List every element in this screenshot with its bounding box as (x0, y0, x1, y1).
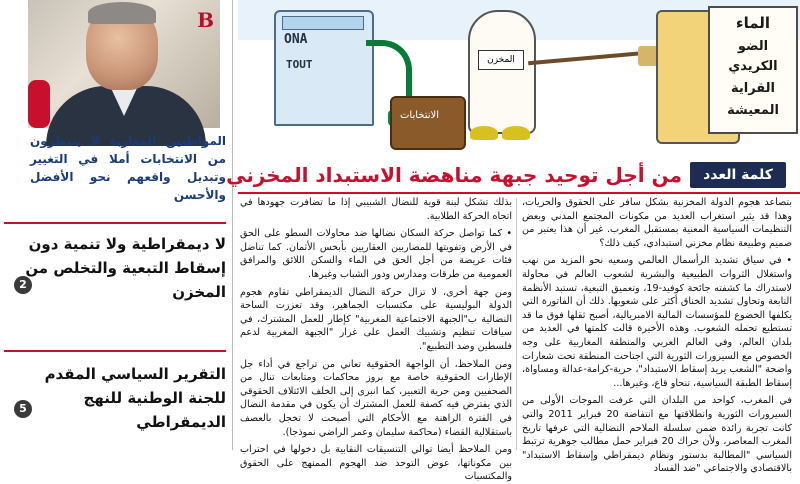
sidebar (0, 0, 230, 450)
article-paragraph: في المغرب، كواحد من البلدان التي عرفت الموجات الأولى من السيرورات الثورية وانطلاقتها مع انتفاضة 20 فبراير 2011 والتي كانت تجربة رائدة ضمن سلسلة الملاحم النضالية التي عرفها تاريخ المغرب المعاصر، ولأن حراك 20 فبراير حمل مطالب جوهرية ترتبط السياسي "المطالبة بدستور ونظام ديمقراطي وإسقاط الاستبداد" بالاقتصادي والاجتماعي "ضد الفساد (522, 395, 792, 475)
title-underline (238, 192, 800, 194)
broom-head (638, 46, 658, 66)
broom-handle (528, 51, 648, 65)
pump-screen (282, 16, 364, 30)
section-tag: كلمة العدد (690, 162, 786, 188)
article-paragraph: • في سياق تشديد الرأسمال العالمي وسعيه نحو المزيد من نهب واستغلال الثروات الطبيعية والبشرية لشعوب العالم في محاولة لاستدراك ما كشفته جائحة كوفيد-19، وتعميق التبعية، تستبد الأنظمة التابعة وتحاول تشديد الخناق أكثر على شعوبها. ذلك أن الفاتورة التي يكلفها الخضوع للمؤسسات المالية الامبريالية، أصبح ثقلها فوق ما قد تستطيع تحمله الشعوب. وهذه الأخيرة قالت كلمتها في العديد من بلدان العالم، وفي العالم العربي والمنطقة المغاربية على وجه الخصوص مع السيرورات الثورية التي اجتاحت المنطقة تحت شعارات واضحة "الشعب يريد إسقاط الاستبداد"، حرية-كرامة-عدالة ومساواة، إسقاط الطبقة السياسية، تنحاو قاع، وغيرها... (522, 255, 792, 389)
sign-line: القراية (730, 81, 775, 96)
page-number-badge: 2 (14, 276, 32, 294)
article-title: من أجل توحيد جبهة مناهضة الاستبداد المخزني (226, 163, 682, 187)
demands-sign (708, 6, 798, 134)
sign-line: الماء (735, 14, 771, 32)
article-paragraph: ومن الملاحظ، أن الواجهة الحقوقية تعاني من تراجع في أداء جل الإطارات الحقوقية خاصة مع بروز محاكمات ومتابعات تنال من الصحفيين ومن حرية التعبير، كما انبرى إلى الخلف الائتلاف الحقوقي الذي يفترض فيه كصفة للعمل المشترك أن يكون في مقدمة النضال في الفترة الراهنة مع الأحكام التي أصبحت لا تخجل بالعصف باستقلالية القضاء (محاكمة سليمان وعمر الراضي نموذجا). (240, 358, 512, 438)
sign-line: الضو (737, 39, 769, 54)
fuel-pump (274, 10, 374, 126)
sign-line: المعيشة (727, 103, 779, 118)
article-paragraph: ومن الملاحظ أيضا توالي التنسيقات النقابية بل دخولها في احتراب بين مكوناتها، عوض التوحد ضد الهجوم الممنهج على الحقوق والمكتسبات (240, 444, 512, 483)
sidebar-divider (4, 350, 226, 352)
figure-shoe (470, 126, 498, 140)
photo-hair (88, 2, 156, 24)
pump-brand-sub: TOUT (286, 58, 313, 71)
cartoon-figure (468, 10, 536, 134)
figure-tag: المخزن (478, 50, 524, 70)
article-header (226, 160, 800, 190)
sidebar-headline-2[interactable]: التقرير السياسي المقدم للجنة الوطنية للنهج الديمقراطي (44, 365, 226, 431)
article-paragraph: بتصاعد هجوم الدولة المخزنية بشكل سافر على الحقوق والحريات، وهذا قد يثير استغراب العديد من مكونات المجتمع المدني وبعض التنظيمات السياسية المعنية بمستقبل المغرب. غير أن هذا يعتبر من صميم وطبيعة نظام مخزني استبدادي، كيف ذلك؟ (522, 197, 792, 249)
column-divider (232, 0, 233, 450)
article-paragraph: ومن جهة أخرى، لا تزال حركة النضال الديمقراطي تقاوم هجوم الدولة البوليسية على مكتسبات الجماهير، وقد تعززت الساحة النضالية ب"الجبهة الاجتماعية المغربية" كإطار للعمل المشترك، في سياقات تنظيم وتشبيك العمل على غرار "الجبهة المغربية لدعم فلسطين وضد التطبيع". (240, 286, 512, 352)
microphone-shape (28, 80, 50, 128)
sign-line: الكريدي (728, 59, 778, 74)
article-column-left (240, 196, 512, 483)
page-number-badge: 5 (14, 400, 32, 418)
editorial-cartoon (238, 0, 800, 158)
article-paragraph: • كما تواصل حركة السكان نضالها ضد محاولات السطو على الحق في الأرض وتفويتها للمضاربين العقاريين بأبخس الأثمان. كما تناضل فئات عريضة من أجل الحق في الماء والسكن اللائق والمرافق العمومية من طرقات ومدارس ودور الشباب وغيرها. (240, 228, 512, 280)
suitcase-label: الانتخابات (400, 110, 440, 121)
article-column-right (522, 196, 792, 475)
article-paragraph: بذلك تشكل لبنة قوية للنضال الشبيبي إذا ما تضافرت جهودها في اتجاه الحركة الطلابية. (240, 197, 512, 222)
photo-brand-letter: B (197, 8, 214, 32)
sidebar-divider (4, 222, 226, 224)
column-divider (516, 198, 517, 450)
sidebar-headline-1[interactable]: لا ديمقراطية ولا تنمية دون إسقاط التبعية والتخلص من المخزن (25, 235, 226, 301)
pump-brand: ONA (284, 32, 308, 47)
suitcase (390, 96, 466, 150)
figure-shoe (502, 126, 530, 140)
author-photo (28, 0, 220, 128)
pull-quote: المواطنين المغاربة لا ينتظرون من الانتخابات أملا في التغيير وتبديل واقعهم نحو الأفضل والأحسن (30, 134, 226, 202)
